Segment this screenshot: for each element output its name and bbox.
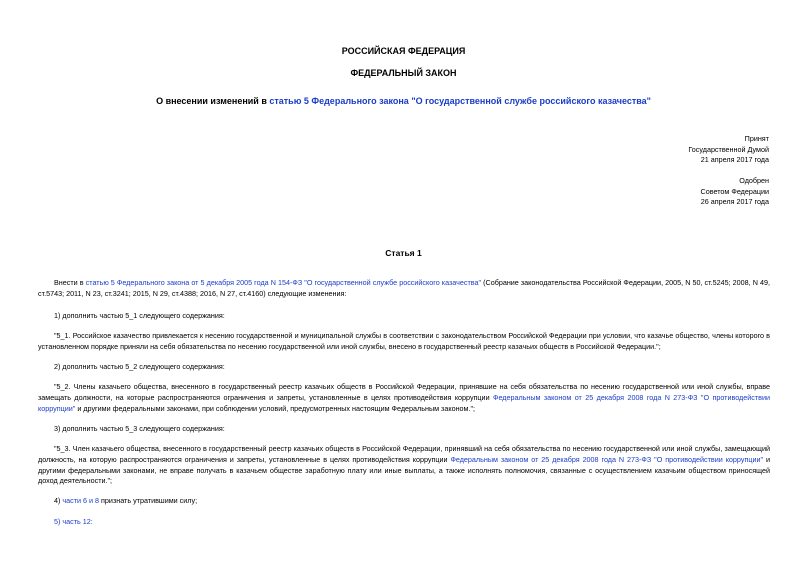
adoption-council-block <box>701 176 769 208</box>
item5-rest: : <box>90 517 93 526</box>
adoption-duma-block <box>688 134 769 166</box>
item-2: 2) дополнить частью 5_2 следующего содержания: <box>54 362 225 371</box>
approved-by: Советом Федерации <box>700 186 769 196</box>
accepted-by: Государственной Думой <box>688 144 769 154</box>
item-5 <box>54 517 93 528</box>
article-title: Статья 1 <box>385 248 422 258</box>
law-type-heading: ФЕДЕРАЛЬНЫЙ ЗАКОН <box>350 68 457 78</box>
item-1: 1) дополнить частью 5_1 следующего содержания: <box>54 311 225 320</box>
quote2-suffix: и другими федеральными законами, при соблюдении условий, предусмотренных настоящим Федеральным законом."; <box>75 403 476 413</box>
accepted-date: 21 апреля 2017 года <box>700 155 769 164</box>
quote-5-3 <box>38 444 770 487</box>
intro-link[interactable]: статью 5 Федерального закона от 5 декабря 2005 года N 154-ФЗ "О государственной службе российского казачества" <box>85 278 482 287</box>
approved-date: 26 апреля 2017 года <box>700 197 769 206</box>
quote-5-2 <box>38 382 770 414</box>
federation-heading: РОССИЙСКАЯ ФЕДЕРАЦИЯ <box>341 46 466 56</box>
item5-link[interactable]: часть 12 <box>62 517 91 526</box>
approved-label: Одобрен <box>739 176 769 185</box>
intro-prefix: Внести в <box>54 278 86 287</box>
law-title-link[interactable]: статью 5 Федерального закона "О государственной службе российского казачества" <box>269 96 651 106</box>
intro-suffix: (Собрание законодательства Российской Федерации, 2005, N 50, ст.5245; 2008, N 49, ст.5743; 2011, N 23, ст.3241; 2015, N 29, ст.4388; 2016, N 27, ст.4160) следующие изменения: <box>38 278 770 298</box>
quote2-prefix: "5_2. Члены казачьего общества, внесенного в государственный реестр казачьих обществ в Российской Федерации, принявшие на себя обязательства по несению государственной или иной службы, вправе замещать должности, на которые распространяются ограничения и запреты, установленные в целях противодействия коррупции <box>38 382 770 402</box>
law-title <box>0 96 807 106</box>
item4-link[interactable]: части 6 и 8 <box>62 496 100 505</box>
article-intro <box>38 278 770 300</box>
item4-num: 4) <box>54 496 63 505</box>
quote3-link[interactable]: Федеральным законом от 25 декабря 2008 года N 273-ФЗ "О противодействии коррупции" <box>450 454 764 464</box>
quote3-prefix: "5_3. Член казачьего общества, внесенного в государственный реестр казачьих обществ в Российской Федерации, принявший на себя обязательства по несению государственной или иной службы, замещающий должность, на которую распространяются ограничения и запреты, установленные в целях противодействия коррупции <box>38 444 770 464</box>
law-title-prefix: О внесении изменений в <box>156 96 270 106</box>
quote-5-1: "5_1. Российское казачество привлекается к несению государственной и муниципальной службы в соответствии с законодательством Российской Федерации при условии, что казачье общество, члены которого в установленном порядке приняли на себя обязательства по несению государственной или иной службы, внесено в государственный реестр казачьих обществ в Российской Федерации."; <box>38 331 770 351</box>
quote2-link[interactable]: Федеральным законом от 25 декабря 2008 года N 273-ФЗ "О противодействии коррупции" <box>38 392 770 413</box>
item-4 <box>54 496 197 507</box>
item5-num: 5) <box>54 517 63 526</box>
item-3: 3) дополнить частью 5_3 следующего содержания: <box>54 424 225 433</box>
item4-rest: признать утратившими силу; <box>99 496 198 505</box>
quote3-suffix: и другими федеральными законами, не вправе получать в казачьем обществе заработную плату или иные выплаты, а также исполнять полномочия, связанные с осуществлением казачьим обществом приносящей доход деятельности."; <box>38 454 770 486</box>
accepted-label: Принят <box>744 134 769 143</box>
